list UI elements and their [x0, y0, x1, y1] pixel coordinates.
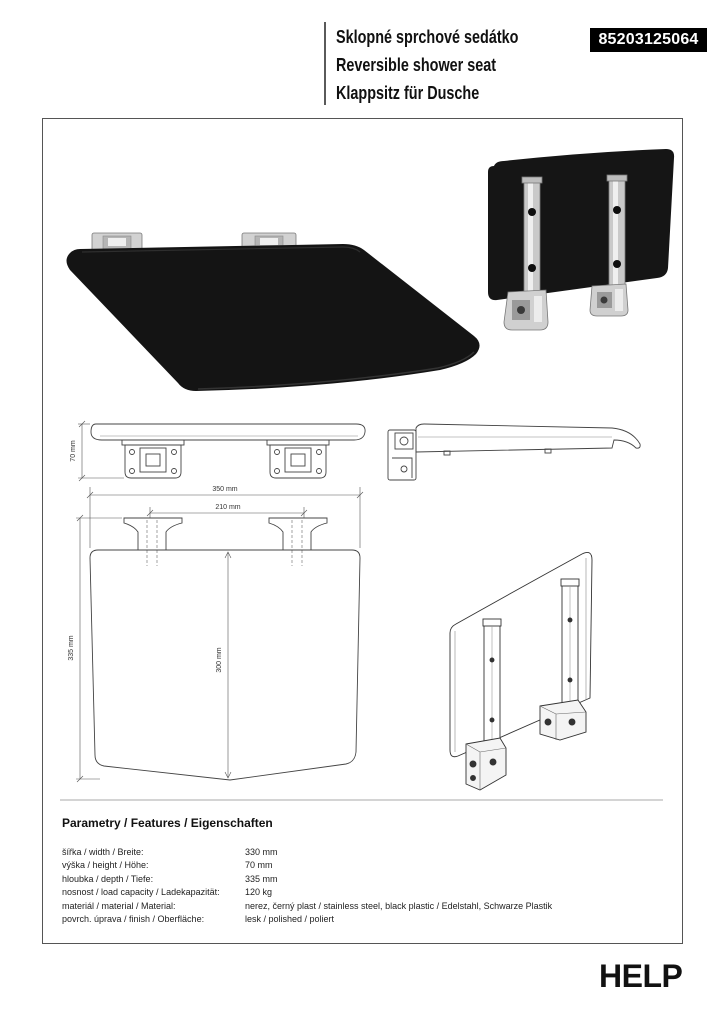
side-elevation-drawing: [388, 424, 640, 480]
seat-plank-side: [416, 424, 640, 452]
bolt: [613, 206, 621, 214]
parameter-row-finish: [62, 913, 672, 926]
seat-board-folded: [488, 149, 674, 300]
parameter-label: materiál / material / Material:: [62, 901, 176, 911]
side-bracket: [388, 430, 416, 480]
bolt: [613, 260, 621, 268]
perspective-hinge-left: [466, 738, 506, 790]
parameter-value: 70 mm: [245, 860, 273, 870]
hidden-lines: [147, 520, 302, 566]
parameter-row-material: [62, 900, 672, 913]
seat-open-photo: [67, 233, 480, 391]
bolt: [528, 208, 536, 216]
parameter-label: výška / height / Höhe:: [62, 860, 149, 870]
perspective-hinge-right: [540, 700, 586, 740]
parameter-label: nosnost / load capacity / Ladekapazität:: [62, 887, 220, 897]
perspective-bar-left: [483, 619, 501, 746]
top-plan-drawing: [76, 487, 363, 782]
parameter-row-height: [62, 859, 672, 872]
seat-board: [67, 244, 480, 391]
parameters-heading: Parametry / Features / Eigenschaften: [62, 816, 273, 830]
title-german: Klappsitz für Dusche: [336, 83, 480, 103]
front-elevation-drawing: [78, 421, 365, 481]
plan-bracket-left: [124, 518, 182, 550]
dimension-height: [78, 421, 124, 481]
parameter-value: 120 kg: [245, 887, 273, 897]
perspective-line-drawing: [450, 552, 592, 790]
parameter-value: 335 mm: [245, 874, 278, 884]
parameter-label: šířka / width / Breite:: [62, 847, 144, 857]
perspective-bar-right: [561, 579, 579, 704]
bolt: [528, 264, 536, 272]
plan-bracket-right: [269, 518, 327, 550]
title-czech: Sklopné sprchové sedátko: [336, 27, 519, 47]
product-code-badge: 85203125064: [590, 28, 707, 52]
dimension-lines-plan: [76, 487, 363, 782]
seat-folded-photo: [488, 149, 674, 330]
parameter-row-width: [62, 846, 672, 859]
parameter-value: 330 mm: [245, 847, 278, 857]
dimension-bracket-spacing-label: 210 mm: [215, 504, 241, 511]
parameter-label: hloubka / depth / Tiefe:: [62, 874, 154, 884]
parameter-row-load-capacity: [62, 886, 672, 899]
front-bracket-right: [267, 440, 329, 478]
parameter-row-depth: [62, 873, 672, 886]
seat-plank-front: [91, 424, 365, 440]
dimension-total-depth-label: 335 mm: [68, 635, 75, 661]
dimension-total-width-label: 350 mm: [212, 486, 238, 493]
brand-logo: HELP: [599, 958, 683, 994]
support-bar-left: [522, 177, 542, 296]
seat-outline-plan: [90, 550, 360, 780]
dimension-height-label: 70 mm: [70, 440, 77, 462]
front-bracket-left: [122, 440, 184, 478]
hinge-left: [504, 290, 548, 330]
parameter-value: lesk / polished / poliert: [245, 914, 335, 924]
title-english: Reversible shower seat: [336, 55, 497, 75]
parameter-label: povrch. úprava / finish / Oberfläche:: [62, 914, 205, 924]
hinge-right: [590, 284, 628, 316]
support-bar-right: [607, 175, 627, 288]
dimension-seat-depth-label: 300 mm: [216, 647, 223, 673]
parameter-value: nerez, černý plast / stainless steel, black plastic / Edelstahl, Schwarze Plastik: [245, 901, 553, 911]
